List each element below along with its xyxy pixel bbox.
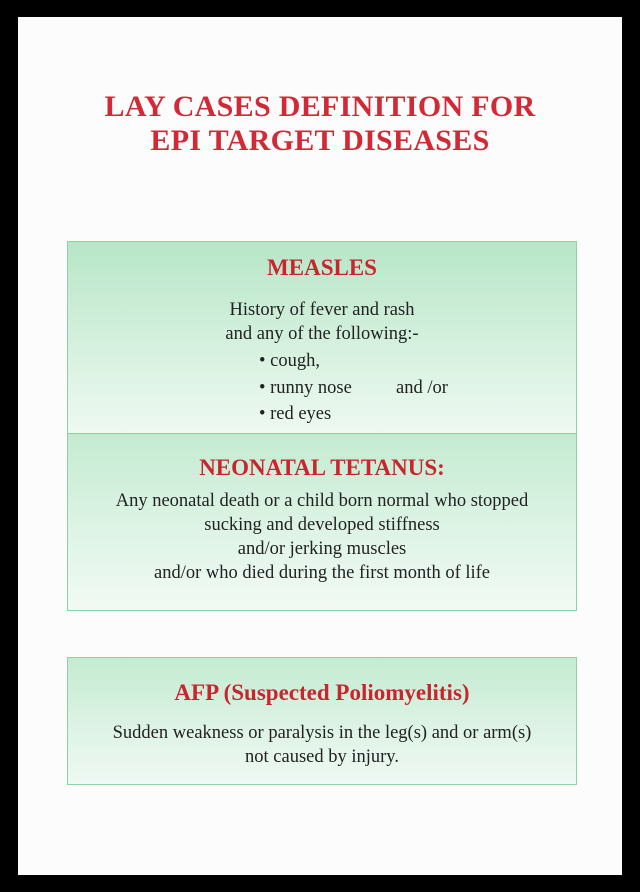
title-line-1: LAY CASES DEFINITION FOR [104,90,536,123]
tetanus-line-1: Any neonatal death or a child born normal who stopped [115,491,529,511]
tetanus-section [67,433,577,611]
poster-title [0,90,640,158]
afp-heading: AFP (Suspected Poliomyelitis) [174,680,470,705]
title-line-2: EPI TARGET DISEASES [150,124,490,157]
measles-conjunction: and /or [396,378,448,398]
measles-intro-line-2: and any of the following:- [225,324,419,344]
tetanus-body [68,489,576,585]
afp-line-1: Sudden weakness or paralysis in the leg(s) and or arm(s) [112,723,532,743]
measles-intro-line-1: History of fever and rash [229,300,415,320]
tetanus-line-4: and/or who died during the first month of life [153,563,491,583]
afp-body [68,721,576,769]
measles-intro [68,298,576,346]
measles-heading: MEASLES [267,255,377,280]
afp-line-2: not caused by injury. [245,747,399,767]
tetanus-line-3: and/or jerking muscles [237,539,407,559]
measles-bullet-red-eyes: • red eyes [259,404,332,424]
afp-section [67,657,577,785]
tetanus-line-2: sucking and developed stiffness [204,515,440,535]
tetanus-heading: NEONATAL TETANUS: [199,455,445,480]
measles-bullet-cough: • cough, [259,351,320,371]
measles-bullet-runny-nose: • runny nose [259,378,352,398]
measles-section [67,241,577,435]
